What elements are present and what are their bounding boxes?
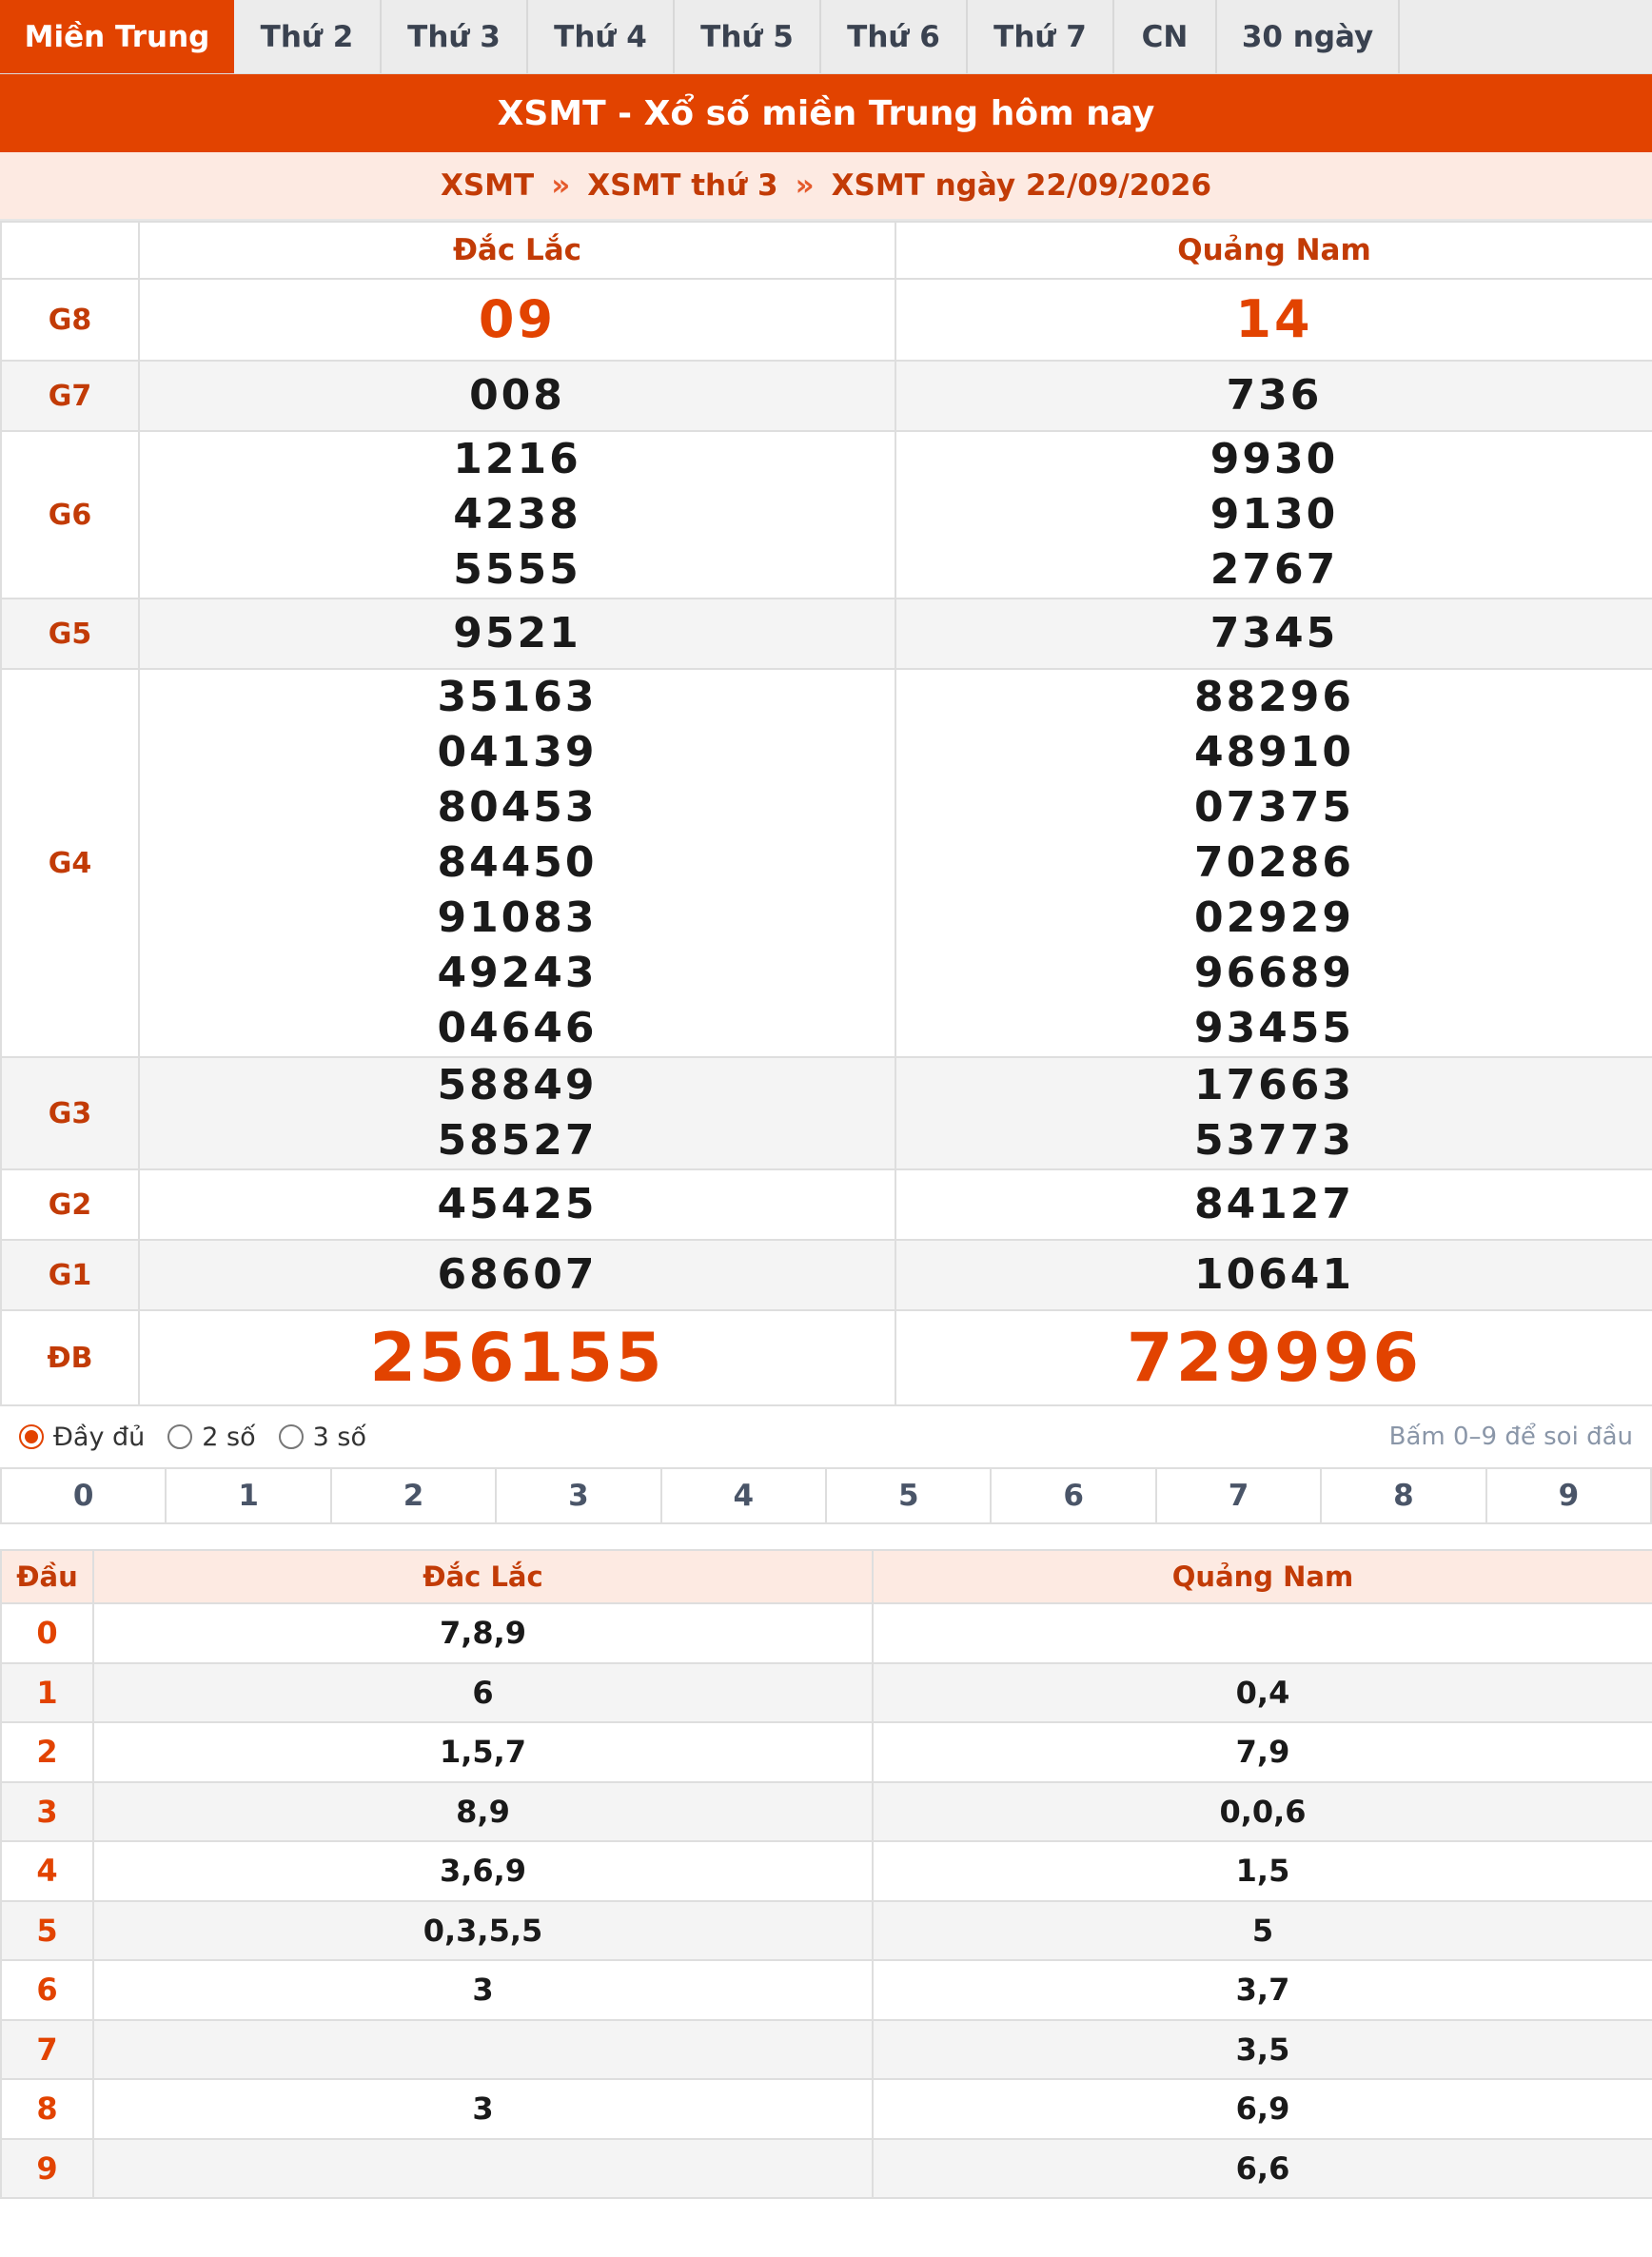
winning-number: 9930	[1210, 435, 1339, 483]
winning-number: 10641	[1193, 1250, 1355, 1299]
winning-number: 84127	[1193, 1180, 1355, 1228]
option-2-so-label: 2 số	[202, 1422, 256, 1452]
prize-numbers	[139, 431, 895, 599]
winning-number: 729996	[1126, 1319, 1423, 1397]
dau-values: 3,7	[873, 1960, 1652, 2020]
option-2-so[interactable]	[167, 1423, 255, 1452]
dau-digit: 6	[1, 1960, 93, 2020]
winning-number: 80453	[437, 783, 598, 832]
prize-label: G1	[1, 1240, 139, 1310]
dau-digit: 3	[1, 1782, 93, 1842]
dau-values	[873, 1603, 1652, 1663]
digit-button-1[interactable]: 1	[165, 1469, 329, 1522]
dau-values: 1,5,7	[93, 1722, 873, 1782]
digit-button-5[interactable]: 5	[825, 1469, 990, 1522]
dau-digit: 1	[1, 1663, 93, 1723]
dau-values: 7,9	[873, 1722, 1652, 1782]
dau-province-header: Quảng Nam	[873, 1550, 1652, 1603]
dau-values: 0,4	[873, 1663, 1652, 1723]
dau-values: 3	[93, 1960, 873, 2020]
dau-values: 5	[873, 1901, 1652, 1961]
prize-numbers	[895, 599, 1652, 669]
radio-3-so[interactable]	[279, 1424, 304, 1449]
dau-digit: 0	[1, 1603, 93, 1663]
winning-number: 4238	[453, 490, 581, 539]
prize-numbers	[895, 1310, 1652, 1405]
option-3-so-label: 3 số	[312, 1422, 366, 1452]
radio-2-so[interactable]	[167, 1424, 192, 1449]
winning-number: 14	[1235, 289, 1313, 349]
dau-values: 0,0,6	[873, 1782, 1652, 1842]
winning-number: 35163	[437, 673, 598, 721]
digit-button-2[interactable]: 2	[330, 1469, 495, 1522]
winning-number: 07375	[1193, 783, 1355, 832]
province-header: Đắc Lắc	[139, 222, 895, 279]
dau-row	[1, 1960, 1652, 2020]
dau-values: 3,5	[873, 2020, 1652, 2080]
prize-numbers	[139, 1057, 895, 1169]
prize-row	[1, 669, 1652, 1057]
winning-number: 04139	[437, 728, 598, 776]
winning-number: 58527	[437, 1116, 598, 1165]
dau-values: 3	[93, 2079, 873, 2139]
dau-row	[1, 1663, 1652, 1723]
province-header: Quảng Nam	[895, 222, 1652, 279]
winning-number: 2767	[1210, 545, 1339, 594]
winning-number: 9521	[453, 609, 581, 657]
dau-values: 6,9	[873, 2079, 1652, 2139]
dau-values: 8,9	[93, 1782, 873, 1842]
breadcrumb-xsmt[interactable]: XSMT	[440, 168, 535, 203]
winning-number: 736	[1226, 371, 1323, 420]
dau-values: 0,3,5,5	[93, 1901, 873, 1961]
display-options	[0, 1406, 1652, 1467]
prize-numbers	[895, 431, 1652, 599]
winning-number: 91083	[437, 893, 598, 942]
prize-row	[1, 361, 1652, 431]
prize-label: G7	[1, 361, 139, 431]
winning-number: 53773	[1193, 1116, 1355, 1165]
dau-digit: 2	[1, 1722, 93, 1782]
dau-header: Đầu	[1, 1550, 93, 1603]
breadcrumb-xsmt-date[interactable]: XSMT ngày 22/09/2026	[831, 168, 1212, 203]
prize-label: ĐB	[1, 1310, 139, 1405]
digit-button-4[interactable]: 4	[660, 1469, 825, 1522]
tab-thu-4[interactable]: Thứ 4	[528, 0, 675, 73]
dau-province-header: Đắc Lắc	[93, 1550, 873, 1603]
digit-button-6[interactable]: 6	[990, 1469, 1154, 1522]
winning-number: 7345	[1210, 609, 1339, 657]
prize-numbers	[895, 1057, 1652, 1169]
tab-thu-7[interactable]: Thứ 7	[968, 0, 1114, 73]
winning-number: 02929	[1193, 893, 1355, 942]
prize-numbers	[895, 1169, 1652, 1240]
digit-button-8[interactable]: 8	[1320, 1469, 1485, 1522]
day-tabs	[0, 0, 1652, 74]
dau-digit: 8	[1, 2079, 93, 2139]
dau-digit: 7	[1, 2020, 93, 2080]
radio-full[interactable]	[19, 1424, 44, 1449]
tab-cn[interactable]: CN	[1114, 0, 1217, 73]
prize-header-blank	[1, 222, 139, 279]
prize-label: G3	[1, 1057, 139, 1169]
prize-numbers	[895, 361, 1652, 431]
prize-numbers	[895, 669, 1652, 1057]
tab-thu-2[interactable]: Thứ 2	[234, 0, 382, 73]
digit-button-9[interactable]: 9	[1485, 1469, 1650, 1522]
tab-mien-trung[interactable]: Miền Trung	[0, 0, 234, 73]
prize-numbers	[139, 599, 895, 669]
tab-thu-5[interactable]: Thứ 5	[675, 0, 821, 73]
dau-row	[1, 1841, 1652, 1901]
winning-number: 9130	[1210, 490, 1339, 539]
dau-row	[1, 1782, 1652, 1842]
winning-number: 04646	[437, 1004, 598, 1052]
prize-label: G5	[1, 599, 139, 669]
winning-number: 84450	[437, 838, 598, 887]
tab-30-ngay[interactable]: 30 ngày	[1217, 0, 1400, 73]
winning-number: 68607	[437, 1250, 598, 1299]
option-full-label: Đầy đủ	[53, 1422, 146, 1452]
winning-number: 70286	[1193, 838, 1355, 887]
option-full[interactable]	[19, 1423, 145, 1452]
prize-row	[1, 1240, 1652, 1310]
dau-digit: 9	[1, 2139, 93, 2199]
winning-number: 256155	[369, 1319, 665, 1397]
tab-thu-3[interactable]: Thứ 3	[382, 0, 528, 73]
tab-thu-6[interactable]: Thứ 6	[821, 0, 968, 73]
prize-label: G8	[1, 279, 139, 361]
winning-number: 58849	[437, 1061, 598, 1109]
dau-values: 6	[93, 1663, 873, 1723]
dau-row	[1, 1603, 1652, 1663]
winning-number: 5555	[453, 545, 581, 594]
winning-number: 93455	[1193, 1004, 1355, 1052]
dau-row	[1, 2020, 1652, 2080]
prize-row	[1, 279, 1652, 361]
digit-button-7[interactable]: 7	[1155, 1469, 1320, 1522]
prize-numbers	[139, 361, 895, 431]
winning-number: 09	[478, 289, 557, 349]
winning-number: 96689	[1193, 949, 1355, 997]
prize-numbers	[139, 279, 895, 361]
dau-values: 3,6,9	[93, 1841, 873, 1901]
option-3-so[interactable]	[279, 1423, 366, 1452]
digit-button-0[interactable]: 0	[0, 1469, 165, 1522]
dau-digit: 5	[1, 1901, 93, 1961]
winning-number: 008	[469, 371, 565, 420]
prize-row	[1, 599, 1652, 669]
prize-numbers	[139, 1310, 895, 1405]
results-table	[0, 221, 1652, 1406]
winning-number: 48910	[1193, 728, 1355, 776]
dau-row	[1, 1901, 1652, 1961]
winning-number: 49243	[437, 949, 598, 997]
winning-number: 17663	[1193, 1061, 1355, 1109]
prize-numbers	[139, 1169, 895, 1240]
dau-table	[0, 1549, 1652, 2199]
prize-label: G6	[1, 431, 139, 599]
winning-number: 1216	[453, 435, 581, 483]
winning-number: 45425	[437, 1180, 598, 1228]
dau-values: 7,8,9	[93, 1603, 873, 1663]
prize-numbers	[895, 279, 1652, 361]
page-title: XSMT - Xổ số miền Trung hôm nay	[0, 74, 1652, 152]
dau-row	[1, 2139, 1652, 2199]
dau-row	[1, 2079, 1652, 2139]
dau-values: 1,5	[873, 1841, 1652, 1901]
prize-label: G4	[1, 669, 139, 1057]
dau-values	[93, 2139, 873, 2199]
digit-button-3[interactable]: 3	[495, 1469, 659, 1522]
prize-row	[1, 431, 1652, 599]
prize-numbers	[139, 1240, 895, 1310]
prize-numbers	[139, 669, 895, 1057]
dau-values	[93, 2020, 873, 2080]
digit-filter-bar	[0, 1467, 1652, 1524]
dau-values: 6,6	[873, 2139, 1652, 2199]
prize-row	[1, 1310, 1652, 1405]
prize-numbers	[895, 1240, 1652, 1310]
prize-row	[1, 1057, 1652, 1169]
digit-hint: Bấm 0–9 để soi đầu	[1388, 1423, 1633, 1451]
prize-row	[1, 1169, 1652, 1240]
dau-row	[1, 1722, 1652, 1782]
dau-digit: 4	[1, 1841, 93, 1901]
breadcrumb-separator: »	[795, 168, 815, 203]
breadcrumb	[0, 152, 1652, 221]
breadcrumb-separator: »	[551, 168, 571, 203]
breadcrumb-xsmt-thu-3[interactable]: XSMT thứ 3	[587, 168, 778, 203]
prize-label: G2	[1, 1169, 139, 1240]
winning-number: 88296	[1193, 673, 1355, 721]
